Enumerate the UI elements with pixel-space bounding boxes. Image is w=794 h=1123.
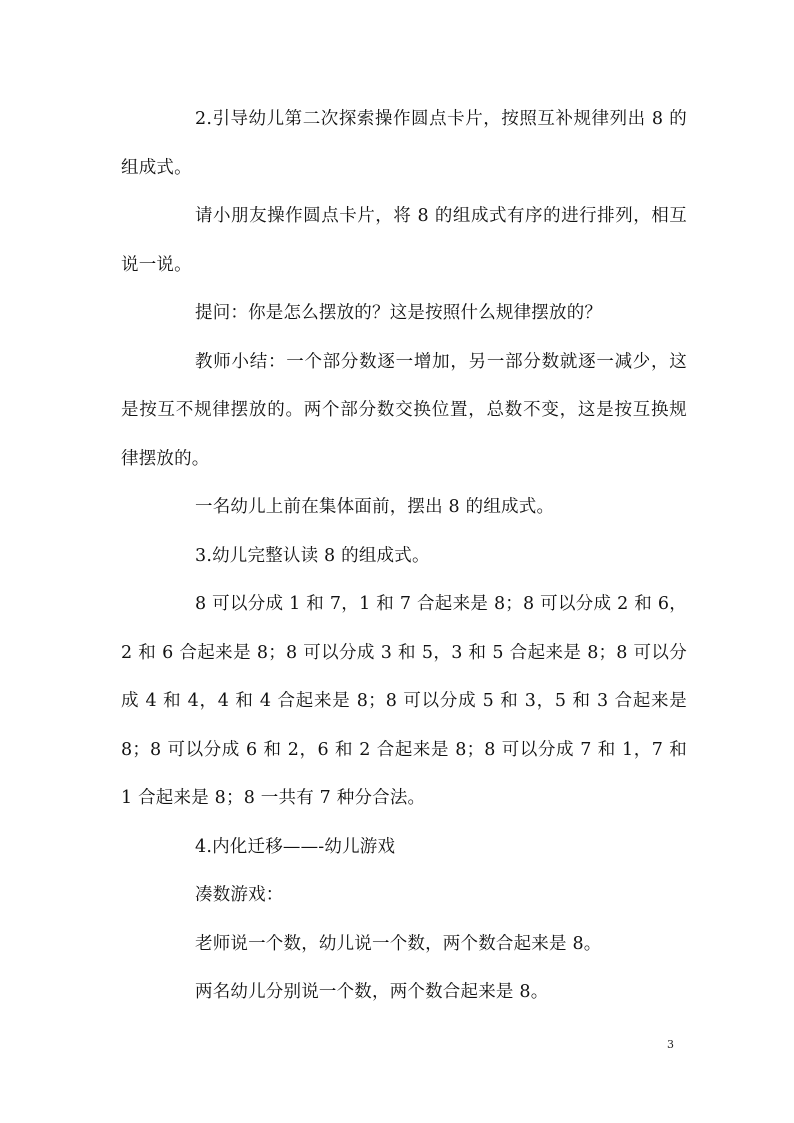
paragraph-game-title: 凑数游戏： <box>195 885 284 905</box>
paragraph-composition-list: 8 可以分成 1 和 7，1 和 7 合起来是 8；8 可以分成 2 和 6，2 和 6 合起来是 8；8 可以分成 3 和 5，3 和 5 合起来是 8；8 可以分成 4 和 4，4 和 4 合起来是 8；8 可以分成 5 和 3，5 和 3 合起来是 8；8 可以分成 6 和 2，6 和 2 合起来是 8；8 可以分成 7 和 1，7 和 1 合起来是 8；8 一共有 7 种分合法。 <box>121 594 687 808</box>
paragraph-game-rule-1: 老师说一个数，幼儿说一个数，两个数合起来是 8。 <box>195 933 602 954</box>
paragraph-teacher-summary: 教师小结：一个部分数逐一增加，另一部分数就逐一减少，这是按互不规律摆放的。两个部分数交换位置，总数不变，这是按互换规律摆放的。 <box>121 351 687 469</box>
document-body <box>121 95 687 1017</box>
paragraph-question: 提问：你是怎么摆放的？这是按照什么规律摆放的？ <box>195 303 603 323</box>
paragraph-child-demo: 一名幼儿上前在集体面前，摆出 8 的组成式。 <box>195 497 555 517</box>
paragraph-step-2-heading: 2.引导幼儿第二次探索操作圆点卡片，按照互补规律列出 8 的组成式。 <box>121 109 687 178</box>
paragraph-game-rule-2: 两名幼儿分别说一个数，两个数合起来是 8。 <box>195 982 549 1002</box>
paragraph-arrange-instruction: 请小朋友操作圆点卡片，将 8 的组成式有序的进行排列，相互说一说。 <box>121 206 687 275</box>
paragraph-step-4-heading: 4.内化迁移——-幼儿游戏 <box>195 836 396 857</box>
paragraph-step-3-heading: 3.幼儿完整认读 8 的组成式。 <box>195 545 430 566</box>
page-number: 3 <box>667 1038 674 1051</box>
